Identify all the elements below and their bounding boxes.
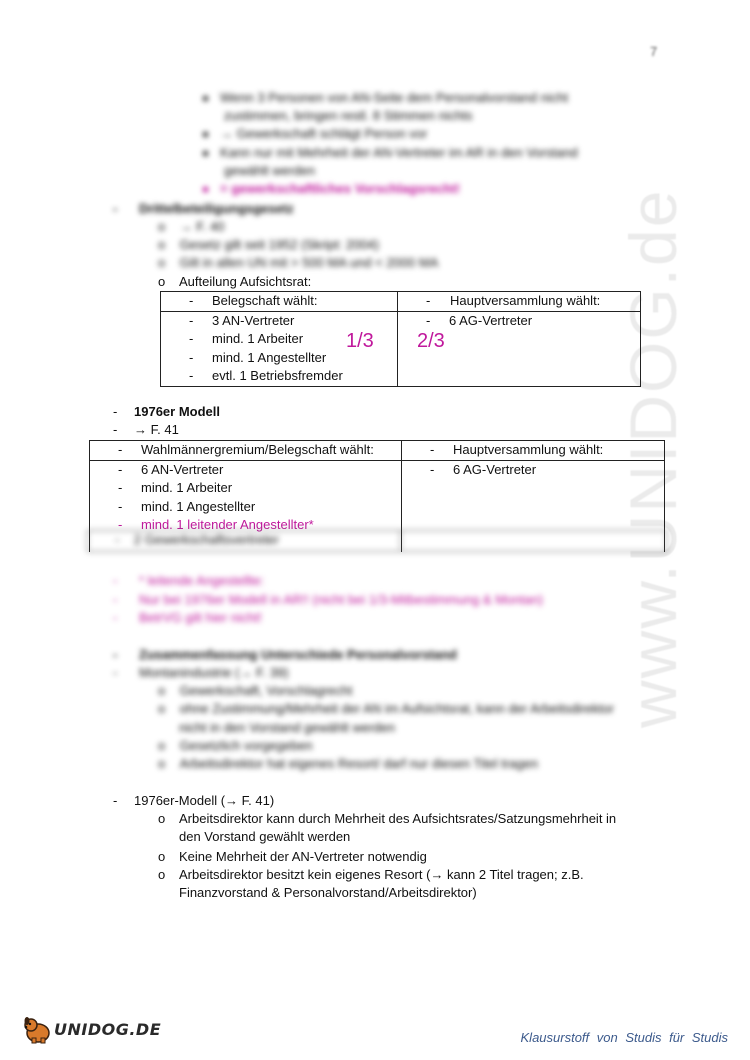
dog-icon [22, 1014, 52, 1044]
table1-left-item: 3 AN-Vertreter [212, 312, 295, 328]
modell-ref-item: - → F. 41 [113, 422, 179, 437]
modell-heading: 1976er Modell [134, 404, 220, 419]
blurred-table-row: - 2 Gewerkschaftsvertreter [87, 530, 667, 552]
bottom-list-item-cont: Finanzvorstand & Personalvorstand/Arbeitsdirektor) [179, 885, 477, 900]
table2-left-item: mind. 1 Arbeiter [141, 480, 233, 495]
bottom-list-item-cont: den Vorstand gewählt werden [179, 829, 351, 844]
circle-bullet-icon: o [158, 867, 166, 882]
page-number: 7 [650, 44, 658, 59]
aufsichtsrat-table: - Belegschaft wählt: - Hauptversammlung wählt: - 3 AN-Vertreter - mind. 1 Arbeiter - mind. 1 Angestellter - evtl. 1 Betriebsfremder - 6 AG-Vertreter [160, 291, 641, 387]
table2-right-item: 6 AG-Vertreter [453, 461, 537, 477]
logo-text: UNIDOG.DE [54, 1019, 162, 1039]
table1-right-header: Hauptversammlung wählt: [450, 293, 601, 308]
bottom-list-item: o Arbeitsdirektor besitzt kein eigenes Resort (→ kann 2 Titel tragen; z.B. [158, 867, 584, 882]
fraction-one-third: 1/3 [346, 330, 374, 352]
circle-bullet-icon: o [158, 274, 166, 289]
aufteilung-item [158, 273, 312, 290]
table1-left-item: mind. 1 Angestellter [212, 349, 327, 365]
aufteilung-label: Aufteilung Aufsichtsrat: [179, 274, 312, 289]
bottom-list-item: o Keine Mehrheit der AN-Vertreter notwendig [158, 849, 427, 864]
circle-bullet-icon: o [158, 811, 166, 826]
modell-table: - Wahlmännergremium/Belegschaft wählt: - Hauptversammlung wählt: - 6 AN-Vertreter - mind. 1 Arbeiter - mind. 1 Angestellter - mind. 1 leitender Angestellter* - 6 AG-Vertreter [89, 440, 665, 552]
table2-left-item: mind. 1 Angestellter [141, 498, 256, 514]
table2-left-item: 6 AN-Vertreter [141, 461, 224, 477]
table1-left-item: evtl. 1 Betriebsfremder [212, 368, 343, 383]
bottom-heading: 1976er-Modell (→ F. 41) [134, 793, 275, 808]
table1-left-item: mind. 1 Arbeiter [212, 331, 304, 346]
footer-text: Klausurstoff von Studis für Studis [520, 1030, 728, 1045]
table2-right-header: Hauptversammlung wählt: [453, 442, 604, 457]
modell-ref: → F. 41 [134, 422, 179, 437]
table2-left-header: Wahlmännergremium/Belegschaft wählt: [141, 442, 374, 457]
table1-right-item: 6 AG-Vertreter [449, 312, 533, 328]
modell-heading-item: - 1976er Modell [113, 404, 220, 419]
bottom-list-item: o Arbeitsdirektor kann durch Mehrheit des Aufsichtsrates/Satzungsmehrheit in [158, 811, 617, 826]
circle-bullet-icon: o [158, 849, 166, 864]
unidog-logo [22, 1014, 161, 1044]
fraction-two-thirds: 2/3 [417, 330, 445, 352]
document-page: www.UNIDOG.de 7 Wenn 3 Personen von AN-Seite dem Personalvorstand nicht zustimmen, bringen restl. 8 Stimmen nichts → Gewerkschaft schlägt Person vor Kann nur mit Mehrheit der AN-Vertreter im AR in den Vorstand gewählt werden = gewerkschaftliches Vorschlagsrecht! - Drittelbeteiligungsgesetz o → F. 40 o Gesetz gilt seit 1952 (Skript: 2004) o Gilt in allen UN mit > 500 MA und < 2000 MA o Aufteilung Aufsichtsrat: - Belegschaft wählt: - Hauptversammlung wählt: - 3 AN-Vertreter - mind. 1 Arbeiter - mind. 1 Angestellter - evtl. 1 Betriebsfremder - 6 AG-Vertreter 1/3 2/3 - 1976er Modell - → F. 41 - Wahlmännergremium/Belegschaft wählt: - Hauptversammlung wählt: - 6 AN-Vertreter - mind. 1 Arbeiter - mind. 1 Angestellter - mind. 1 leitender Angestellter* - 6 AG-Vertreter - 2 Gewerkschaftsvertreter - * leitende Angestellte: - Nur bei 1976er Modell in AR!! (nicht bei 1/3-Mitbestimmung & Montan) - BetrVG gilt hier nicht! - Zusammenfassung Unterschiede Personalvorstand - Montanindustrie (→ F. 39) o Gewerkschaft, Vorschlagrecht o ohne Zustimmung/Mehrheit der AN im Aufsichtsrat, kann der Arbeitsdirektor nicht in den Vorstand gewählt werden o Gesetzlich vorgegeben o Arbeitsdirektor hat eigenes Resort/ darf nur diesen Titel tragen - 1976er-Modell (→ F. 41) o Arbeitsdirektor kann durch Mehrheit des Aufsichtsrates/Satzungsmehrheit in den Vorstand gewählt werden o Keine Mehrheit der AN-Vertreter notwendig o Arbeitsdirektor besitzt kein eigenes Resort (→ kann 2 Titel tragen; z.B. Finanzvorstand & Personalvorstand/Arbeitsdirektor) UNIDOG.DE Klausurstoff von Studis für Studis [0, 0, 750, 1060]
table2-left-highlight: mind. 1 leitender Angestellter* [141, 517, 314, 532]
watermark: www.UNIDOG.de [616, 188, 690, 728]
bottom-heading-item: - 1976er-Modell (→ F. 41) [113, 793, 275, 808]
table1-left-header: Belegschaft wählt: [212, 293, 318, 308]
